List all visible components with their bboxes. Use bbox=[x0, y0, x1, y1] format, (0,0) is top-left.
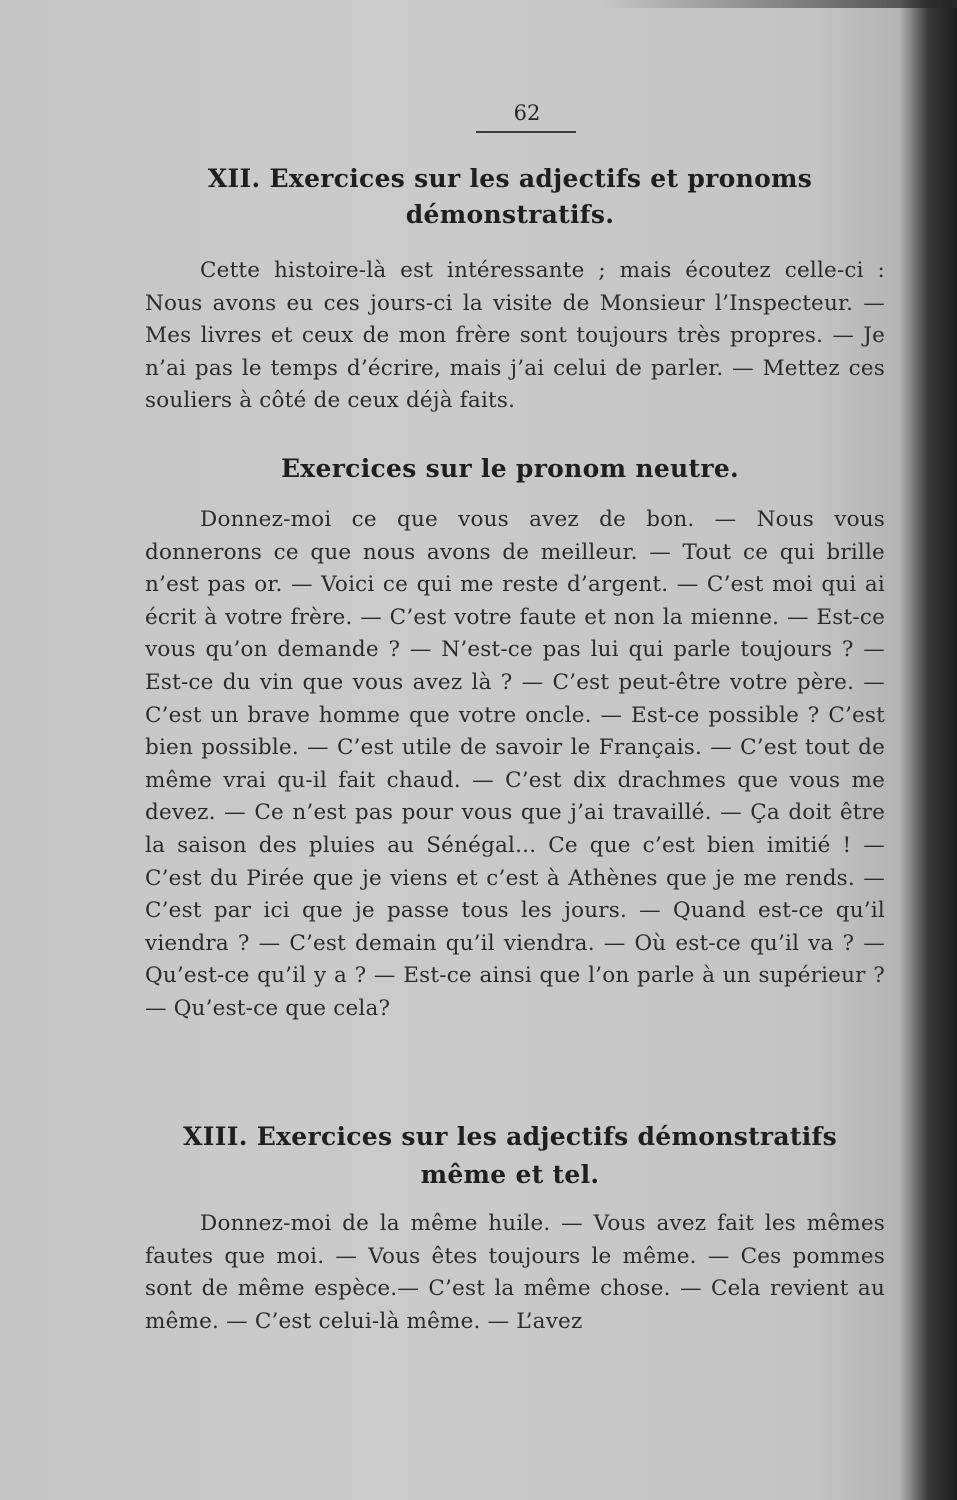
section-neutre-paragraph: Donnez-moi ce que vous avez de bon. — Nous vous donnerons ce que nous avons de meilleur. — Tout ce qui brille n’est pas or. — Voici ce qui me reste d’argent. — C’est moi qui ai écrit à votre frère. — C’est votre faute et non la mienne. — Est-ce vous qu’on demande ? — N’est-ce pas lui qui parle toujours ? — Est-ce du vin que vous avez là ? — C’est peut-être votre père. — C’est un brave homme que votre oncle. — Est-ce possible ? C’est bien possible. — C’est utile de savoir le Français. — C’est tout de même vrai qu-il fait chaud. — C’est dix drachmes que vous me devez. — Ce n’est pas pour vous que j’ai travaillé. — Ça doit être la saison des pluies au Sénégal... Ce que c’est bien imitié ! — C’est du Pirée que je viens et c’est à Athènes que je me rends. — C’est par ici que je passe tous les jours. — Quand est-ce qu’il viendra ? — C’est demain qu’il viendra. — Où est-ce qu’il va ? — Qu’est-ce qu’il y a ? — Est-ce ainsi que l’on parle à un supérieur ? — Qu’est-ce que cela? bbox=[145, 507, 885, 1021]
section-xii-heading-line2: démonstratifs. bbox=[405, 200, 615, 229]
section-xii-heading-line1: XII. Exercices sur les adjectifs et pronoms bbox=[207, 164, 813, 193]
section-xiii-heading-line2: même et tel. bbox=[420, 1160, 600, 1189]
page-edge-shadow bbox=[600, 0, 957, 8]
section-neutre-heading: Exercices sur le pronom neutre. bbox=[280, 454, 740, 483]
page-number-rule bbox=[476, 131, 576, 133]
page-number: 62 bbox=[513, 101, 541, 125]
section-xiii-paragraph: Donnez-moi de la même huile. — Vous avez fait les mêmes fautes que moi. — Vous êtes toujours le même. — Ces pommes sont de même espèce.— C’est la même chose. — Cela revient au même. — C’est celui-là même. — L’avez bbox=[145, 1211, 885, 1334]
section-xiii-heading-line1: XIII. Exercices sur les adjectifs démonstratifs bbox=[183, 1122, 837, 1151]
section-xii-paragraph: Cette histoire-là est intéressante ; mais écoutez celle-ci : Nous avons eu ces jours-ci la visite de Monsieur l’Inspecteur. — Mes livres et ceux de mon frère sont toujours très propres. — Je n’ai pas le temps d’écrire, mais j’ai celui de parler. — Mettez ces souliers à côté de ceux déjà faits. bbox=[145, 258, 885, 414]
